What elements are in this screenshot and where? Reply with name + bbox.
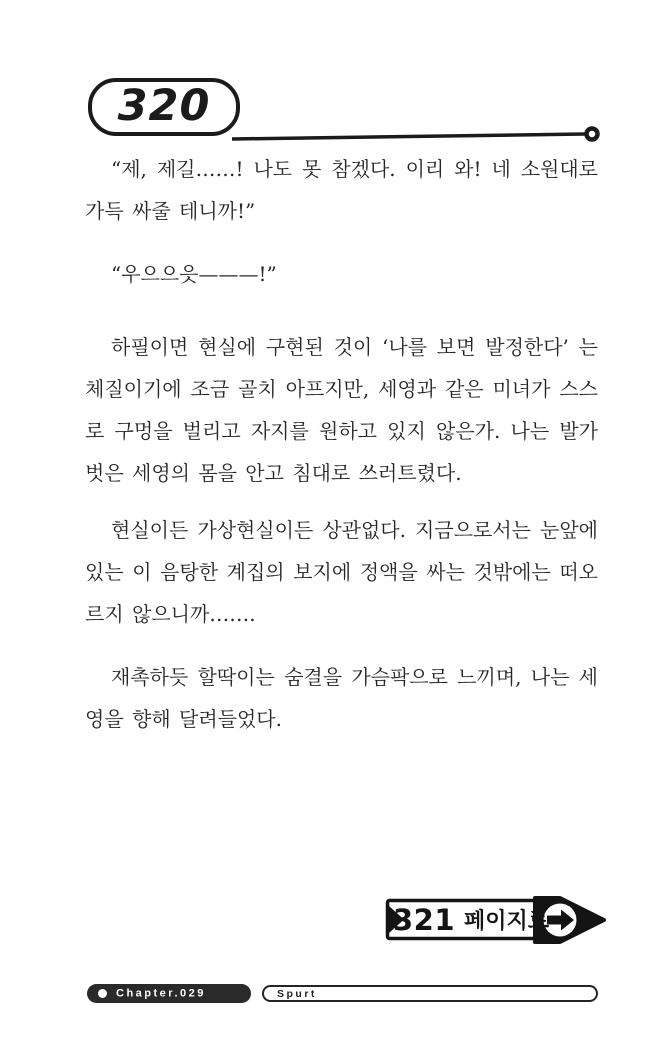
paragraph: 하필이면 현실에 구현된 것이 ‘나를 보면 발정한다’ 는 체질이기에 조금 골치 아프지만, 세영과 같은 미녀가 스스로 구멍을 벌리고 자지를 원하고 있지 않은가. 나는 발가벗은 세영의 몸을 안고 침대로 쓰러트렸다. — [85, 335, 598, 485]
chapter-bullet-icon — [98, 989, 107, 998]
paragraph: 현실이든 가상현실이든 상관없다. 지금으로서는 눈앞에 있는 이 음탕한 계집의 보지에 정액을 싸는 것밖에는 떠오르지 않으니까……. — [85, 518, 598, 626]
page-text — [85, 148, 598, 740]
page-number: 320 — [117, 81, 211, 131]
next-page-button-text — [392, 900, 550, 939]
section-title: Spurt — [277, 987, 317, 1000]
paragraph: “제, 제길……! 나도 못 참겠다. 이리 와! 네 소원대로 가득 싸줄 테니까!” — [85, 157, 598, 223]
paragraph: 재촉하듯 할딱이는 숨결을 가슴팍으로 느끼며, 나는 세영을 향해 달려들었다. — [85, 665, 598, 731]
section-title-box — [262, 985, 598, 1002]
header-divider-line — [228, 124, 606, 148]
chapter-badge — [87, 984, 251, 1003]
page-number-badge — [88, 78, 240, 136]
next-page-button[interactable] — [384, 894, 610, 948]
next-page-label: 페이지로 — [464, 909, 550, 934]
next-page-number: 321 — [392, 902, 456, 937]
line-end-ring-icon — [587, 129, 598, 140]
paragraph: “우으으읏———!” — [111, 262, 277, 286]
chapter-label: Chapter.029 — [116, 987, 206, 999]
